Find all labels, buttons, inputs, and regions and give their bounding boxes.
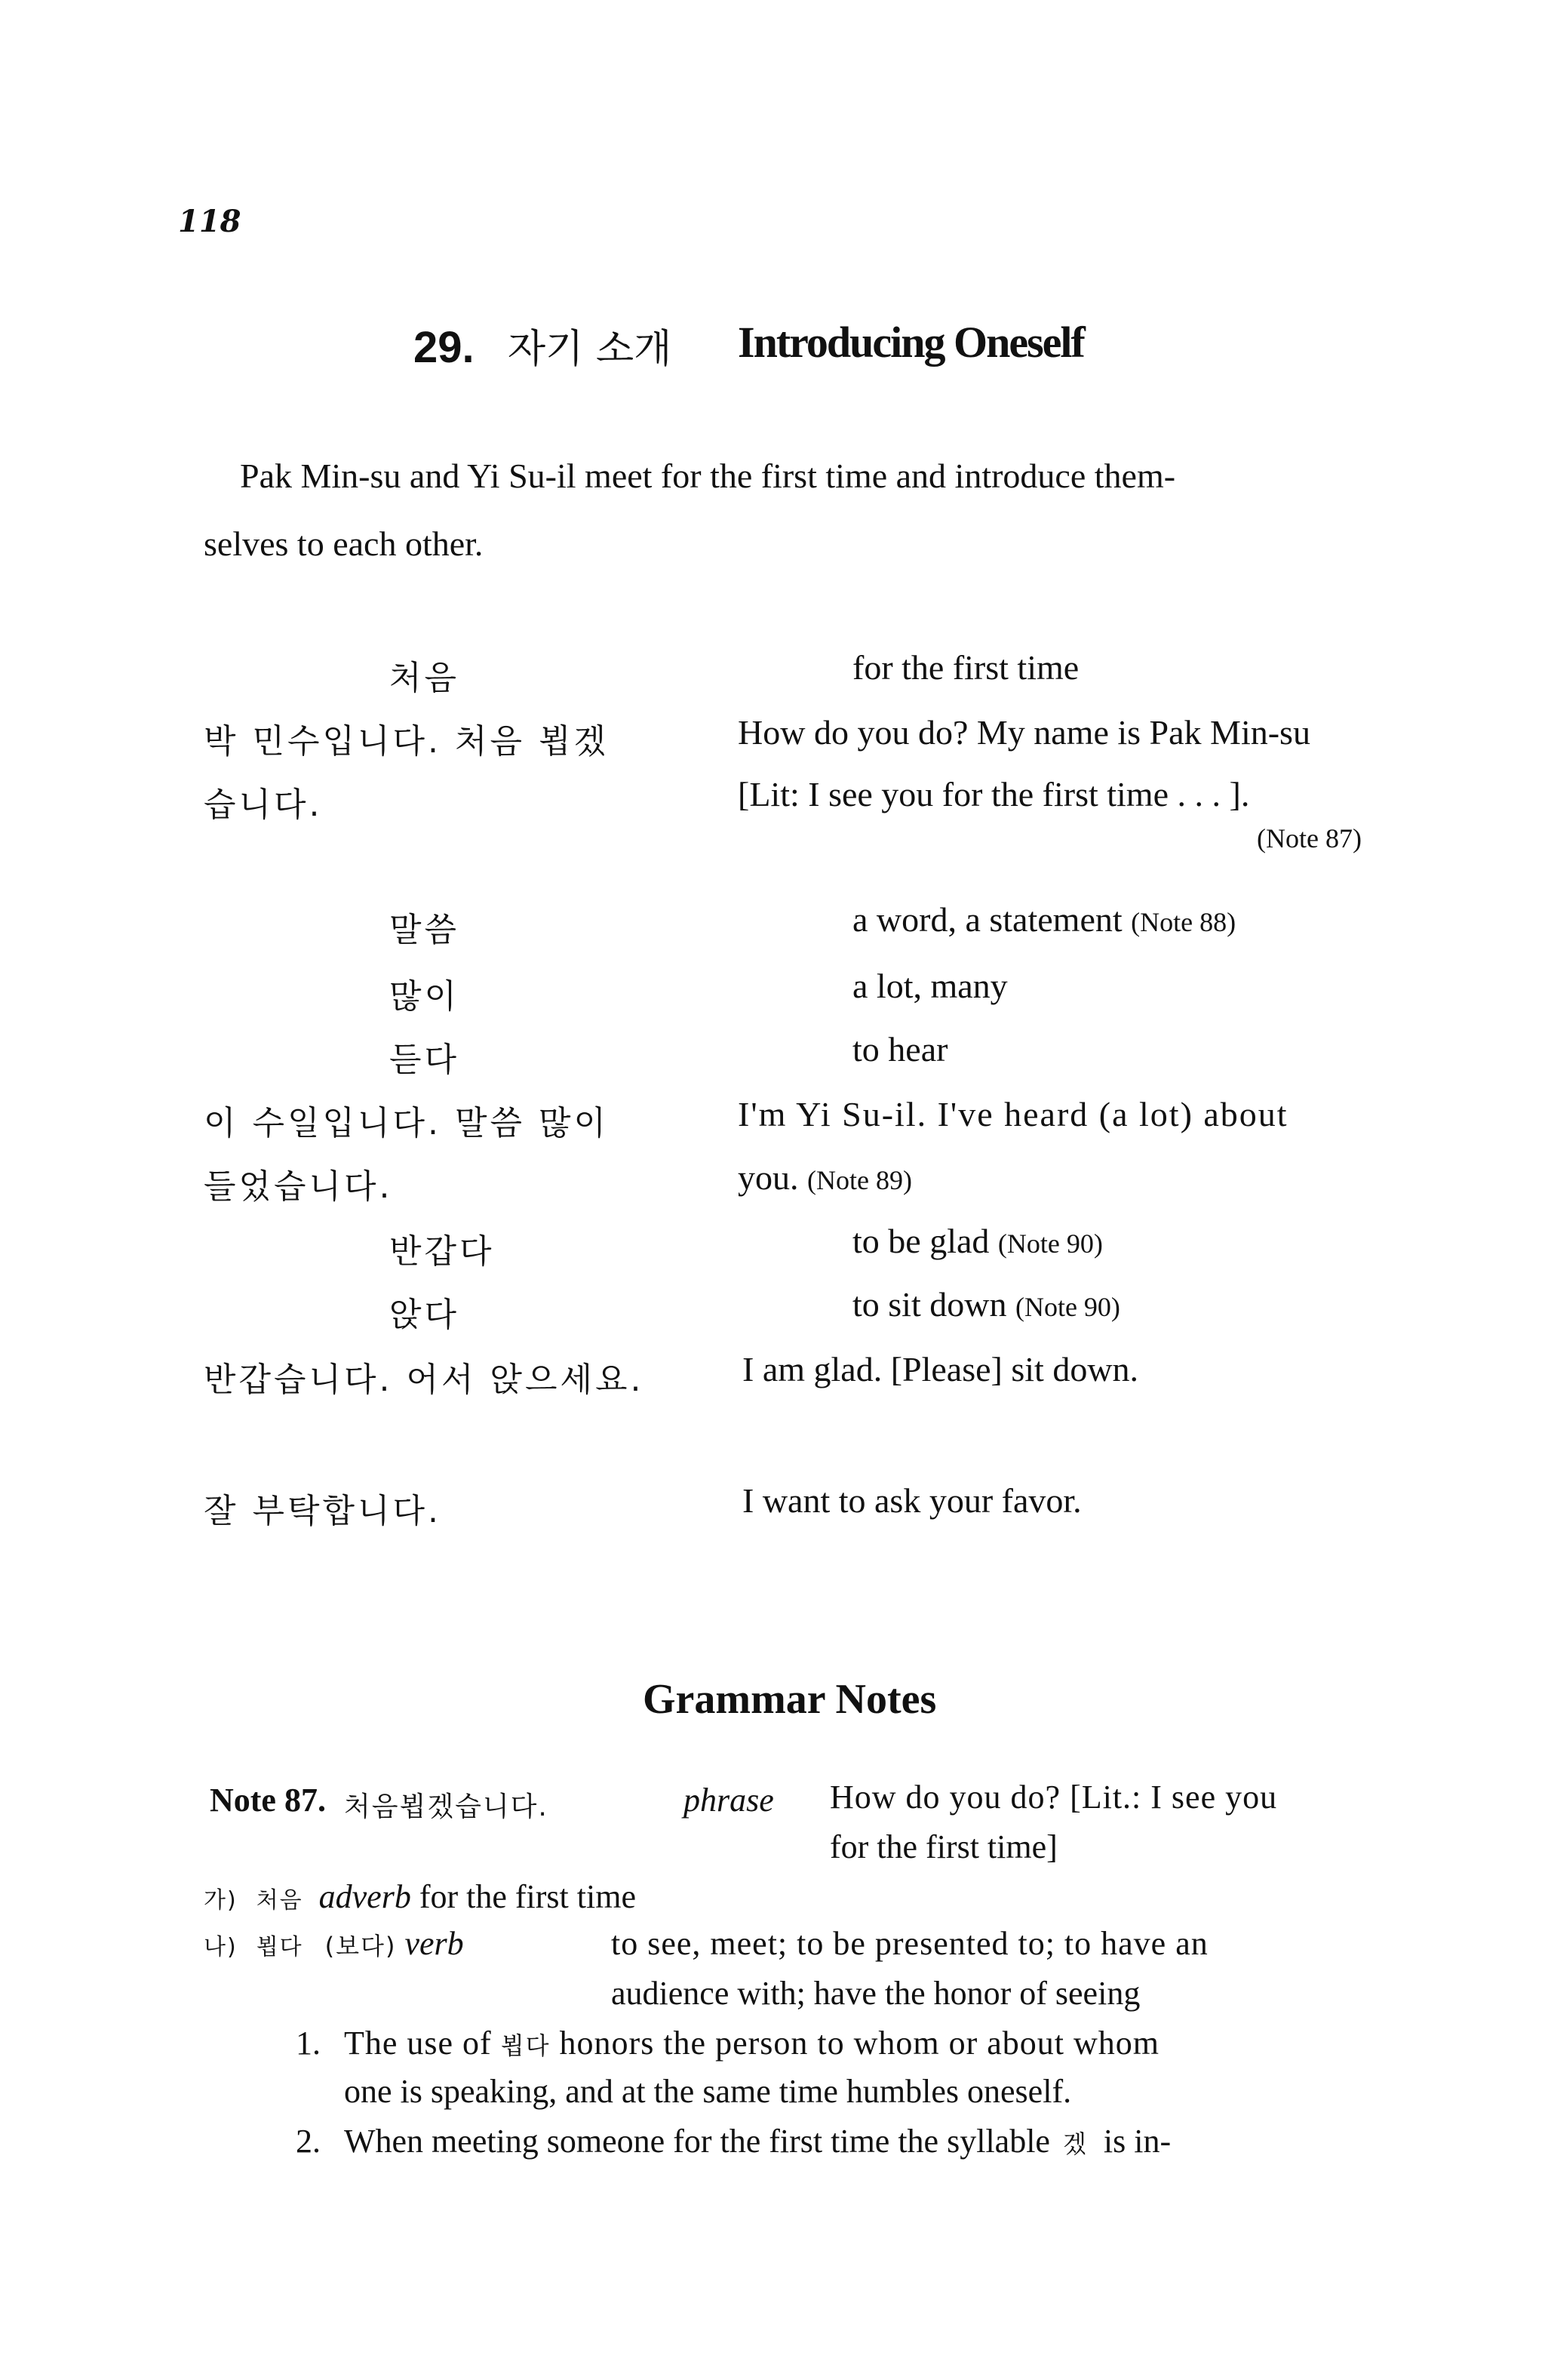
sentence-english: How do you do? My name is Pak Min-su <box>738 713 1310 752</box>
note-meaning: How do you do? [Lit.: I see you <box>830 1779 1278 1816</box>
vocab-english: for the first time <box>852 648 1080 687</box>
vocab-english: to be glad (Note 90) <box>852 1222 1103 1260</box>
sub-item-pos: adverb <box>318 1878 411 1915</box>
sentence-korean: 습니다. <box>204 786 323 824</box>
sentence-english: you. (Note 89) <box>738 1158 912 1197</box>
note-reference: (Note 89) <box>807 1165 912 1195</box>
sentence-korean: 박 민수입니다. 처음 뵙겠 <box>204 722 609 761</box>
vocab-english: to hear <box>852 1030 948 1069</box>
sub-item-ga <box>204 1877 636 1916</box>
note-meaning: for the first time] <box>830 1828 1058 1865</box>
vocab-korean: 듣다 <box>389 1041 460 1079</box>
intro-line-1: Pak Min-su and Yi Su-il meet for the first time and introduce them- <box>240 457 1176 495</box>
note-label: Note 87. <box>210 1782 326 1819</box>
lesson-title-english: Introducing Oneself <box>738 318 1084 367</box>
point-text: The use of 뵙다 honors the person to whom or about whom <box>344 2025 1160 2062</box>
sub-item-korean: 뵙다 <box>256 1934 303 1960</box>
vocab-korean: 많이 <box>389 977 460 1016</box>
sub-item-korean: 처음 <box>256 1887 303 1914</box>
sub-item-meaning: for the first time <box>419 1878 636 1915</box>
note-reference: (Note 90) <box>997 1228 1103 1259</box>
point-korean: 겠 <box>1062 2129 1088 2158</box>
sentence-korean: 반갑습니다. 어서 앉으세요. <box>204 1361 644 1399</box>
page-number: 118 <box>178 204 241 239</box>
vocab-korean: 반갑다 <box>389 1232 495 1271</box>
note-korean: 처음뵙겠습니다. <box>344 1791 548 1822</box>
note-reference: (Note 87) <box>1257 823 1362 853</box>
point-text: one is speaking, and at the same time humbles oneself. <box>344 2073 1072 2110</box>
sub-item-paren: (보다) <box>324 1932 397 1960</box>
lesson-number: 29. <box>413 323 475 372</box>
sub-item-pos: verb <box>404 1925 464 1962</box>
sentence-english: I am glad. [Please] sit down. <box>742 1350 1139 1388</box>
grammar-notes-heading: Grammar Notes <box>643 1676 937 1723</box>
vocab-korean: 처음 <box>389 659 460 697</box>
sentence-korean: 잘 부탁합니다. <box>204 1492 441 1530</box>
note-reference: (Note 90) <box>1015 1292 1120 1322</box>
sentence-english: I want to ask your favor. <box>742 1481 1082 1520</box>
vocab-english: a word, a statement (Note 88) <box>852 900 1236 939</box>
vocab-english: to sit down (Note 90) <box>852 1285 1120 1324</box>
vocab-korean: 말씀 <box>389 911 460 949</box>
sentence-english: I'm Yi Su-il. I've heard (a lot) about <box>738 1095 1289 1133</box>
lesson-title-korean: 자기 소개 <box>507 327 672 372</box>
lesson-title <box>413 317 671 374</box>
sentence-english: [Lit: I see you for the first time . . . ]. <box>738 775 1250 813</box>
vocab-korean: 앉다 <box>389 1296 460 1334</box>
sub-item-meaning: to see, meet; to be presented to; to have an <box>611 1925 1209 1962</box>
sub-item-marker: 나) <box>204 1934 238 1960</box>
sub-item-na <box>204 1924 464 1963</box>
intro-line-2: selves to each other. <box>204 524 484 563</box>
note-pos: phrase <box>683 1782 774 1819</box>
sub-item-marker: 가) <box>204 1887 238 1914</box>
sentence-korean: 이 수일입니다. 말씀 많이 <box>204 1104 609 1142</box>
point-number: 1. <box>296 2025 321 2062</box>
point-text: When meeting someone for the first time the syllable 겠 is in- <box>344 2123 1172 2160</box>
point-korean: 뵙다 <box>500 2031 551 2060</box>
note-reference: (Note 88) <box>1131 907 1236 937</box>
vocab-english: a lot, many <box>852 967 1008 1005</box>
sub-item-meaning: audience with; have the honor of seeing <box>611 1975 1141 2012</box>
point-number: 2. <box>296 2123 321 2160</box>
sentence-korean: 들었습니다. <box>204 1167 393 1206</box>
